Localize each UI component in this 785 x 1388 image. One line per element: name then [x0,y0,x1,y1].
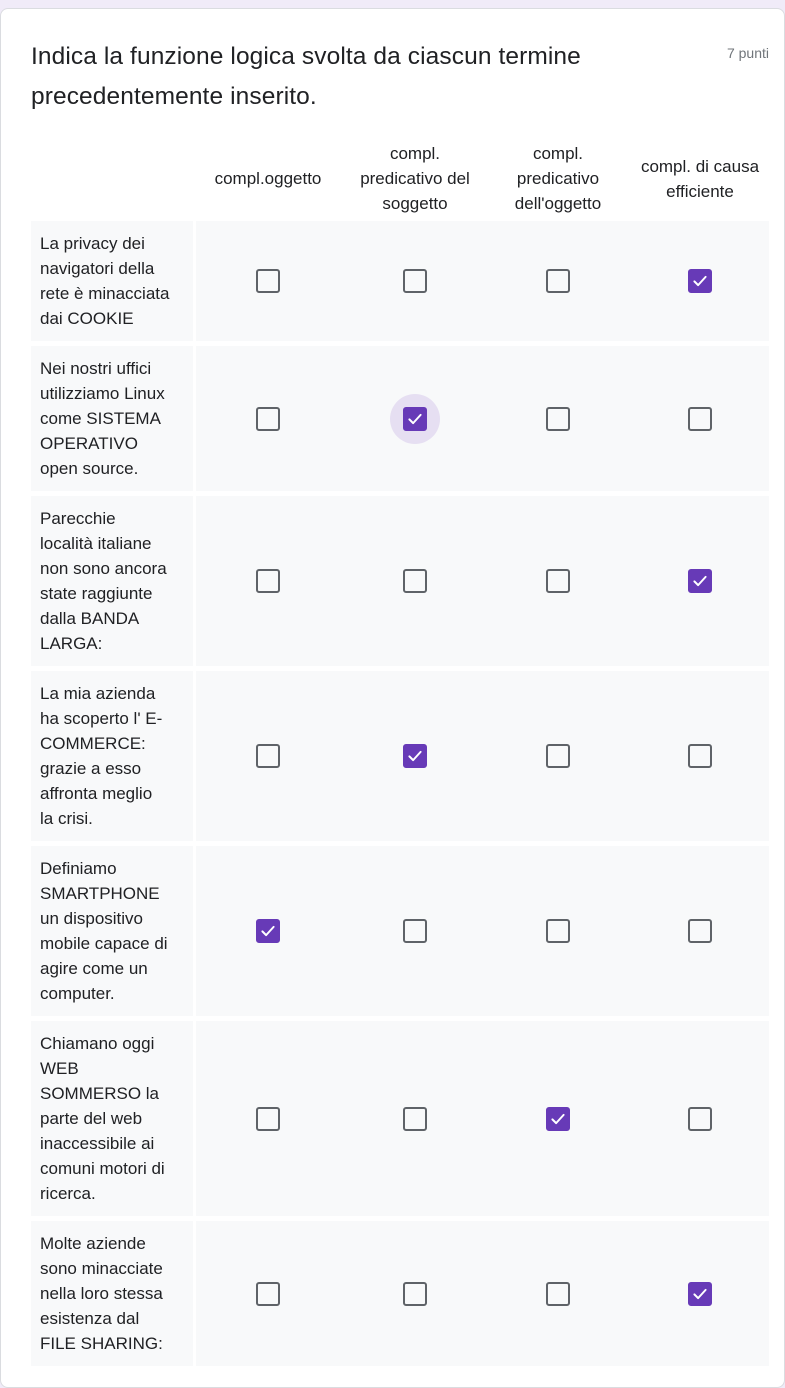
grid-checkbox[interactable] [256,569,280,593]
row-label: La privacy dei navigatori della rete è minacciata dai COOKIE [40,234,170,328]
grid-checkbox[interactable] [256,1282,280,1306]
question-points: 7 punti [726,45,769,61]
grid-checkbox[interactable] [403,744,427,768]
grid-checkbox[interactable] [403,269,427,293]
grid-row [31,346,769,491]
check-icon [259,922,277,940]
column-header: compl. predicativo dell'oggetto [514,144,602,213]
row-label: La mia azienda ha scoperto l' E- COMMERCE: grazie a esso affronta meglio la crisi. [40,684,163,828]
grid-checkbox[interactable] [546,407,570,431]
grid-checkbox[interactable] [688,919,712,943]
grid-checkbox[interactable] [546,569,570,593]
column-header: compl.oggetto [214,169,322,188]
grid-row [31,1021,769,1216]
grid-row [31,671,769,841]
grid-checkbox[interactable] [688,407,712,431]
check-icon [406,410,424,428]
check-icon [691,272,709,290]
grid-checkbox[interactable] [403,1107,427,1131]
check-icon [691,1285,709,1303]
question-title: Indica la funzione logica svolta da ciascun termine precedentemente inserito. [31,43,581,110]
grid-checkbox[interactable] [256,269,280,293]
grid-checkbox[interactable] [546,919,570,943]
row-divider [193,1021,196,1216]
grid-checkbox[interactable] [403,919,427,943]
grid-checkbox[interactable] [256,744,280,768]
row-divider [193,346,196,491]
grid-checkbox[interactable] [688,1282,712,1306]
row-label: Definiamo SMARTPHONE un dispositivo mobile capace di agire come un computer. [40,859,168,1003]
grid-checkbox[interactable] [256,919,280,943]
grid-checkbox[interactable] [403,569,427,593]
column-header: compl. di causa efficiente [640,156,760,201]
row-divider [193,846,196,1016]
grid-row [31,496,769,666]
grid-checkbox[interactable] [256,1107,280,1131]
column-header: compl. predicativo del soggetto [360,144,470,213]
grid-checkbox[interactable] [256,407,280,431]
row-divider [193,221,196,341]
grid-row [31,1221,769,1366]
grid-checkbox[interactable] [546,1282,570,1306]
row-label: Parecchie località italiane non sono ancora state raggiunte dalla BANDA LARGA: [40,509,167,653]
grid-checkbox[interactable] [688,269,712,293]
grid-checkbox[interactable] [546,269,570,293]
grid-checkbox[interactable] [688,1107,712,1131]
check-icon [406,747,424,765]
row-label: Chiamano oggi WEB SOMMERSO la parte del web inaccessibile ai comuni motori di ricerca. [40,1034,165,1203]
row-label: Molte aziende sono minacciate nella loro stessa esistenza dal FILE SHARING: [40,1234,163,1353]
row-divider [193,496,196,666]
row-divider [193,1221,196,1366]
check-icon [549,1110,567,1128]
grid-checkbox[interactable] [403,1282,427,1306]
check-icon [691,572,709,590]
grid-checkbox[interactable] [546,744,570,768]
grid-checkbox[interactable] [688,744,712,768]
grid-row [31,846,769,1016]
grid-checkbox[interactable] [688,569,712,593]
grid-row [31,221,769,341]
grid-checkbox[interactable] [403,407,427,431]
row-divider [193,671,196,841]
row-label: Nei nostri uffici utilizziamo Linux come SISTEMA OPERATIVO open source. [40,359,165,478]
grid-checkbox[interactable] [546,1107,570,1131]
